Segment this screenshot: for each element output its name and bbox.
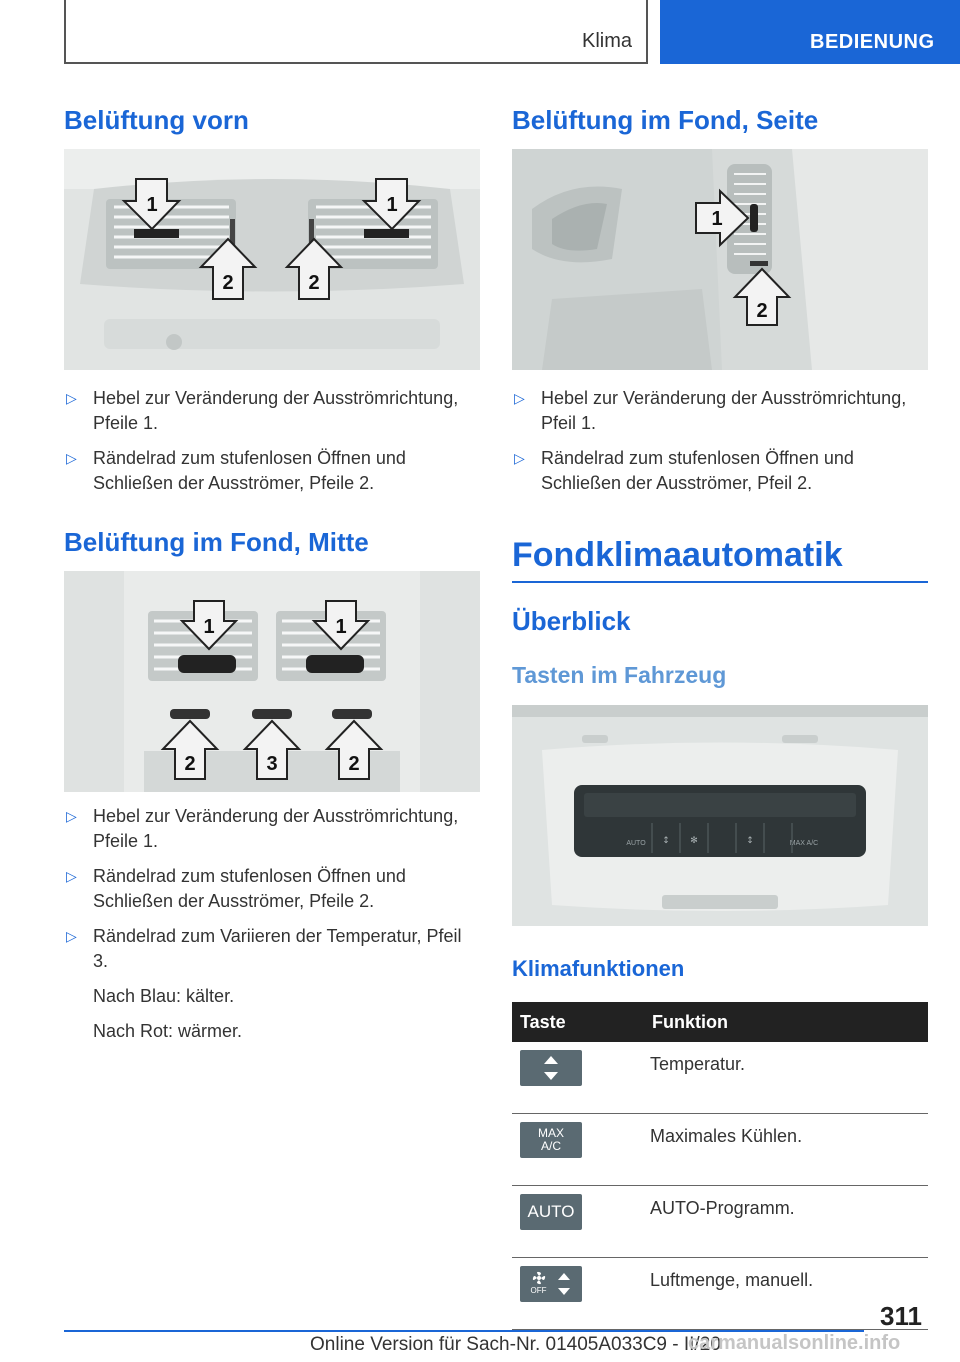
triangle-bullet-icon: ▷ [66, 808, 77, 824]
heading-ueberblick: Überblick [512, 606, 631, 636]
triangle-bullet-icon: ▷ [66, 450, 77, 466]
svg-text:↕: ↕ [662, 836, 670, 846]
max-ac-icon: MAX A/C [520, 1122, 582, 1158]
note-blau: Nach Blau: kälter. [93, 986, 235, 1006]
panel-auto-label: AUTO [626, 840, 646, 847]
heading-belueftung-mitte: Belüftung im Fond, Mitte [64, 527, 369, 557]
list-item: ▷ Hebel zur Veränderung der Ausströmrichtung, Pfeil 1. [514, 388, 907, 433]
triangle-bullet-icon: ▷ [66, 868, 77, 884]
arrow-label: 1 [335, 616, 347, 638]
list-item: ▷ Rändelrad zum stufenlosen Öffnen und Schließen der Ausströmer, Pfeile 2. [66, 448, 406, 493]
fan-off-arrows-icon: OFF [520, 1266, 582, 1302]
chapter-title: Fondklimaautomatik [512, 536, 928, 583]
arrow-label: 1 [146, 194, 158, 216]
triangle-bullet-icon: ▷ [66, 928, 77, 944]
svg-text:✻: ✻ [690, 836, 698, 846]
heading-belueftung-vorn: Belüftung vorn [64, 105, 249, 135]
note-rot: Nach Rot: wärmer. [93, 1021, 243, 1041]
table-row [512, 1114, 928, 1186]
arrow-label: 2 [308, 272, 320, 294]
arrow-label: 1 [203, 616, 215, 638]
function-text: AUTO-Programm. [644, 1186, 928, 1258]
arrow-label: 1 [386, 194, 398, 216]
list-item: ▷ Rändelrad zum stufenlosen Öffnen und Schließen der Ausströmer, Pfeile 2. [66, 866, 406, 911]
triangle-bullet-icon: ▷ [514, 450, 525, 466]
col-header-funktion: Funktion [644, 1002, 928, 1042]
arrow-label: 2 [756, 300, 768, 322]
triangle-bullet-icon: ▷ [66, 390, 77, 406]
svg-text:↕: ↕ [746, 836, 754, 846]
arrow-label: 2 [184, 753, 196, 775]
table-row [512, 1186, 928, 1258]
page-number: 311 [880, 1301, 922, 1331]
footer-version-text: Online Version für Sach-Nr. 01405A033C9 - II/20 [310, 1334, 721, 1355]
list-item: ▷ Rändelrad zum stufenlosen Öffnen und Schließen der Ausströmer, Pfeil 2. [514, 448, 854, 493]
heading-klimafunktionen: Klimafunktionen [512, 956, 685, 981]
photo-rear-side-vent [512, 149, 928, 370]
arrow-label: 2 [222, 272, 234, 294]
photo-rear-center-vents [64, 571, 480, 792]
table-row [512, 1258, 928, 1330]
list-item: ▷ Hebel zur Veränderung der Ausströmrichtung, Pfeile 1. [66, 806, 459, 851]
arrow-label: 2 [348, 753, 360, 775]
heading-tasten: Tasten im Fahrzeug [512, 662, 727, 688]
table-row [512, 1042, 928, 1114]
up-down-arrows-icon [520, 1050, 582, 1086]
photo-rear-climate-panel [512, 705, 928, 926]
arrow-label: 1 [711, 208, 723, 230]
list-seite [512, 386, 928, 506]
list-mitte [64, 804, 480, 1054]
col-header-taste: Taste [512, 1002, 644, 1042]
header-frame [64, 0, 648, 64]
list-vorn [64, 386, 480, 506]
heading-belueftung-seite: Belüftung im Fond, Seite [512, 105, 819, 135]
header-chapter: Klima [581, 30, 632, 52]
function-text: Temperatur. [644, 1042, 928, 1114]
table-header-row [512, 1002, 928, 1042]
panel-maxac-label: MAX A/C [789, 840, 819, 847]
arrow-label: 3 [266, 753, 278, 775]
auto-icon: AUTO [520, 1194, 582, 1230]
watermark: carmanualsonline.info [688, 1332, 901, 1354]
photo-front-vents [64, 149, 480, 370]
header-section-tab [660, 0, 960, 64]
header-section-label: BEDIENUNG [810, 31, 935, 53]
triangle-bullet-icon: ▷ [514, 390, 525, 406]
function-text: Luftmenge, manuell. [644, 1258, 928, 1330]
functions-table [512, 1002, 928, 1330]
list-item: ▷ Rändelrad zum Variieren der Temperatur, Pfeil 3. Nach Blau: kälter. Nach Rot: wärmer. [64, 924, 480, 1044]
function-text: Maximales Kühlen. [644, 1114, 928, 1186]
list-item: ▷ Hebel zur Veränderung der Ausströmrichtung, Pfeile 1. [66, 388, 459, 433]
